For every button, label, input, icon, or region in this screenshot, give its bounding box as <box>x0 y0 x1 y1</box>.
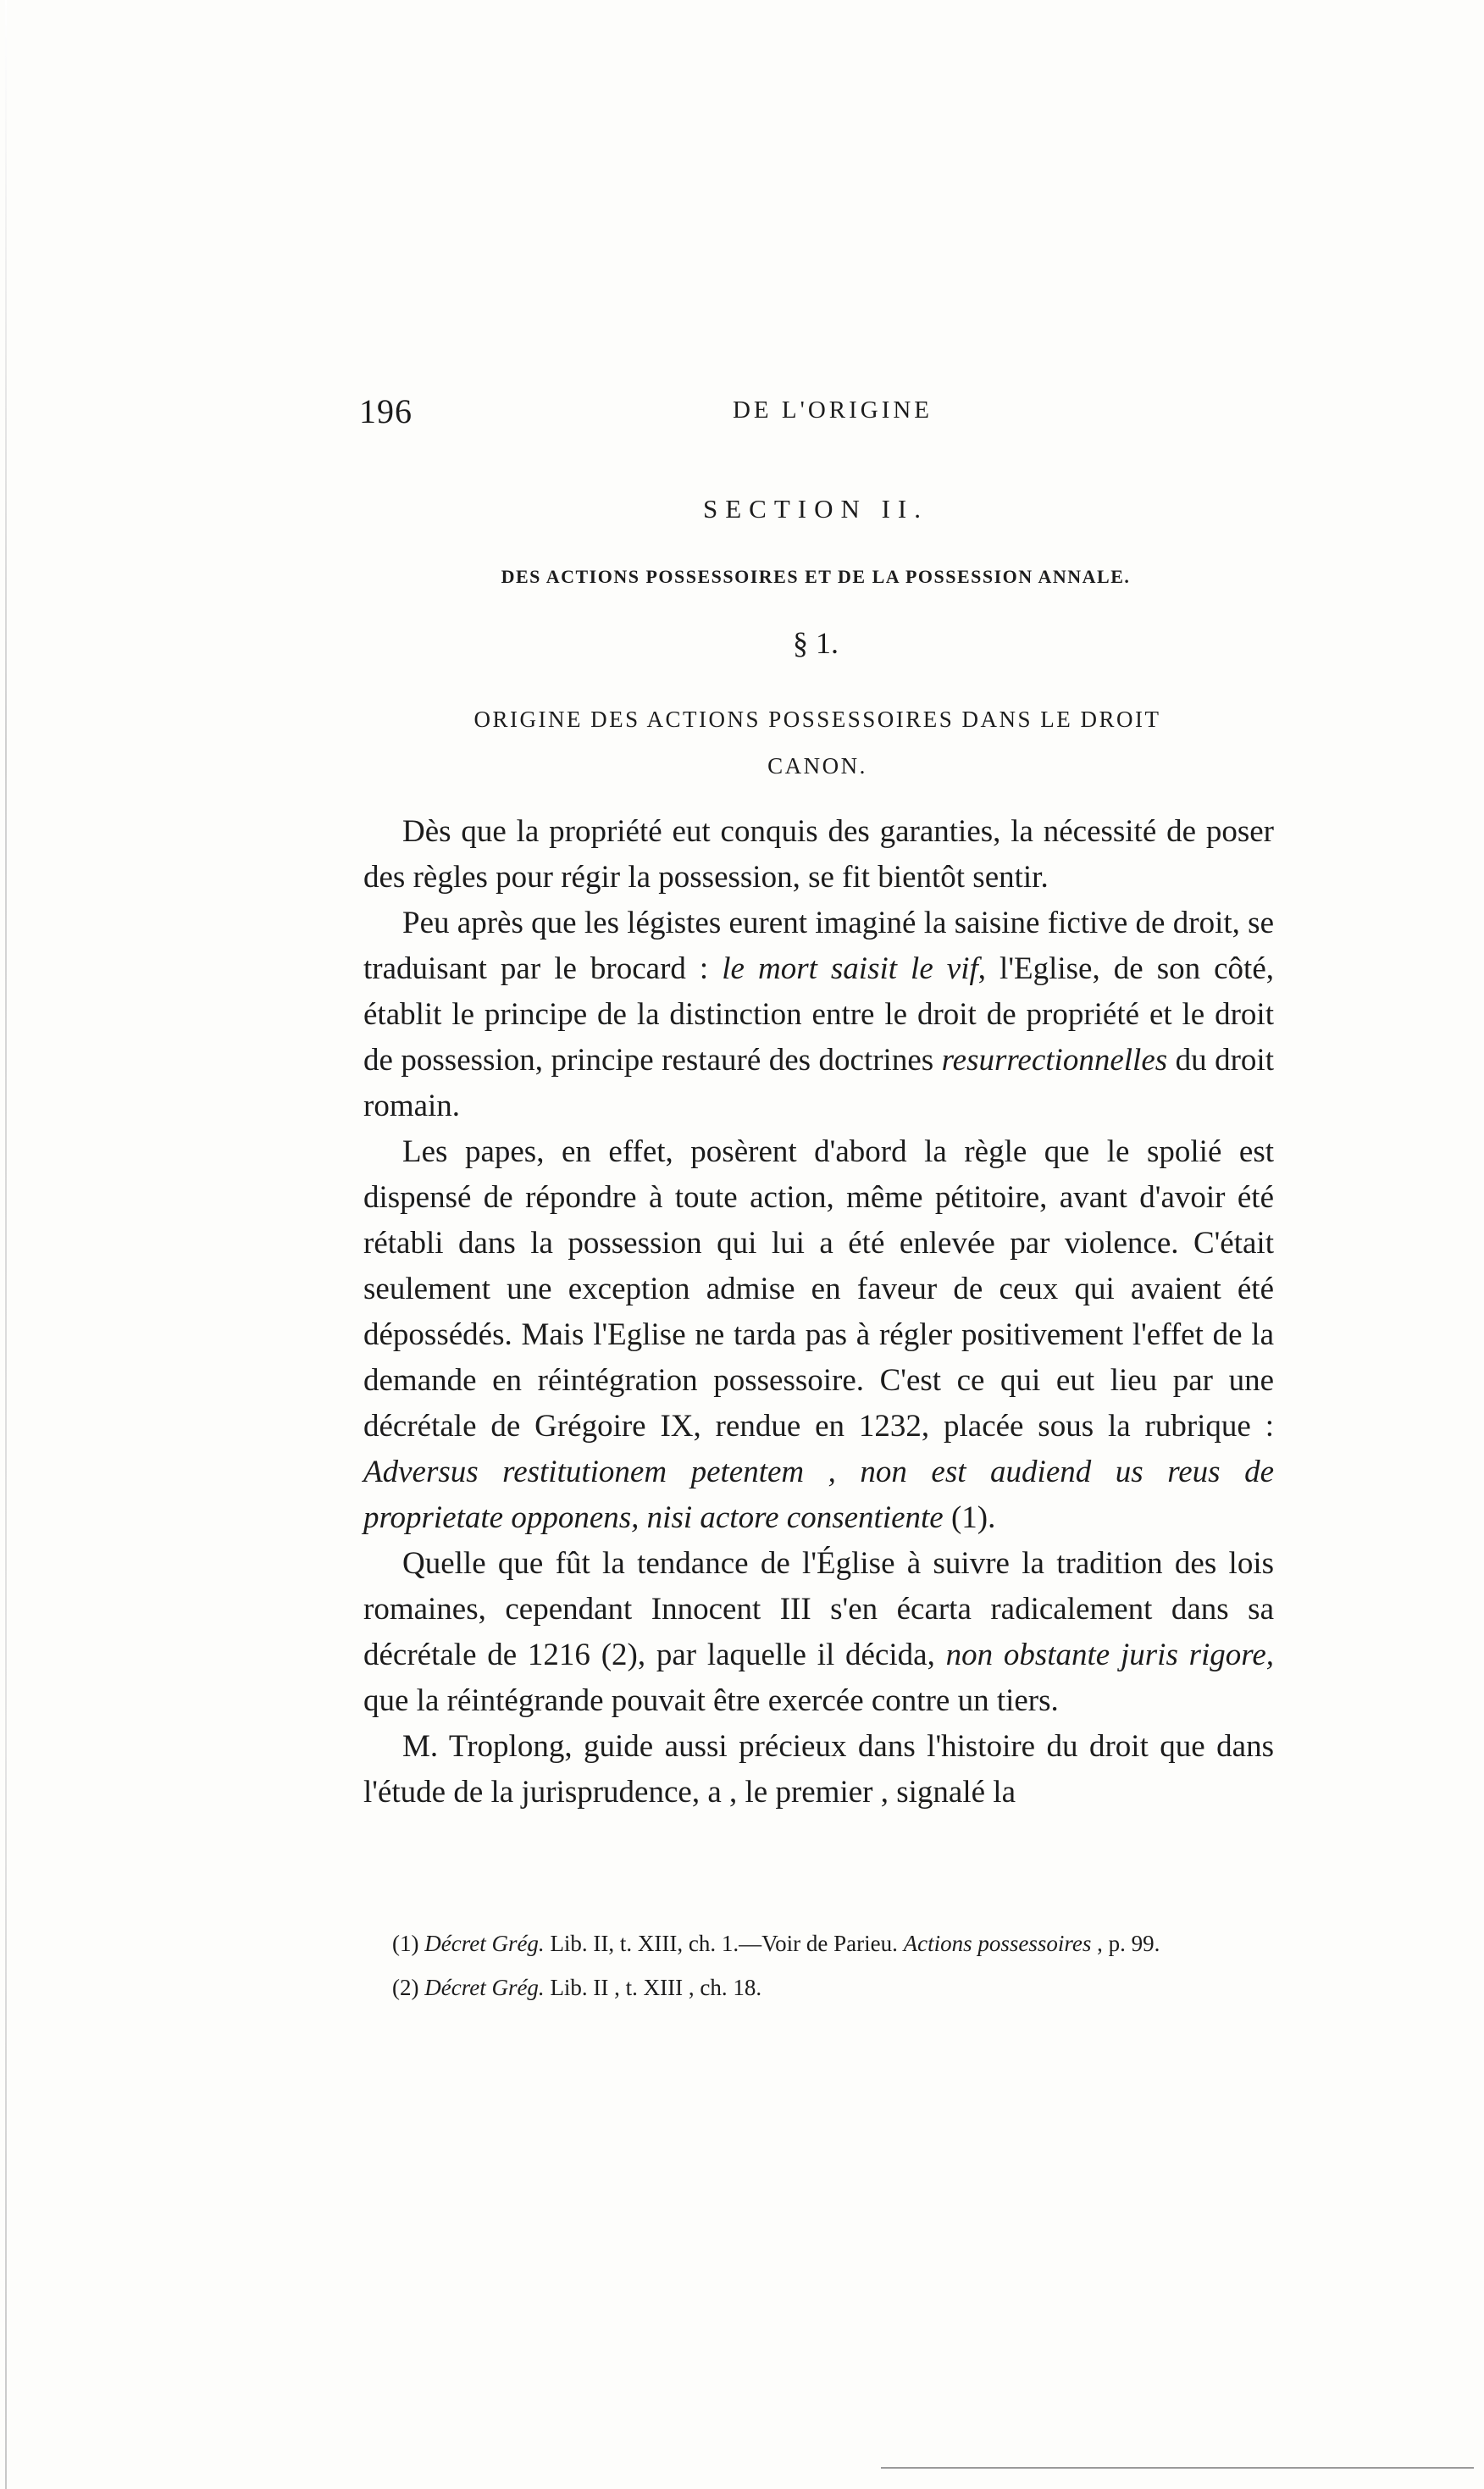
footnote-2-number: (2) <box>392 1975 425 2000</box>
footnote-1-number: (1) <box>392 1931 425 1956</box>
section-title: SECTION II. <box>702 494 929 524</box>
paragraph-4 <box>363 1541 1274 1724</box>
quote-brocard: le mort saisit le vif <box>722 951 978 986</box>
footnote-2-text: Lib. II , t. XIII , ch. 18. <box>544 1975 762 2000</box>
sub-heading-line-2: CANON. <box>767 753 867 779</box>
paragraph-2-text-a: Peu après que les légistes eurent imaginé la saisine fictive de droit, se traduisant par le brocard : <box>363 906 1274 986</box>
footnote-1-text: Lib. II, t. XIII, ch. 1.—Voir de Parieu. <box>544 1931 904 1956</box>
footnote-ref-1: (1). <box>943 1500 996 1535</box>
paragraph-2-text-c: , l'Eglise, de son côté, établit le principe de la distinction entre le droit de propriété et le droit de possession, principe restauré des doctrines <box>363 951 1275 1078</box>
footnote-2 <box>363 1965 1274 2009</box>
page-number: 196 <box>359 392 413 430</box>
page-edge <box>5 0 7 2489</box>
paragraph-mark: § 1. <box>793 626 839 660</box>
paragraph-5: M. Troplong, guide aussi précieux dans l'histoire du droit que dans l'étude de la jurisprudence, a , le premier , signalé la <box>363 1729 1274 1810</box>
paragraph-1: Dès que la propriété eut conquis des garanties, la nécessité de poser des règles pour régir la possession, se fit bientôt sentir. <box>363 814 1274 895</box>
body-text <box>363 809 1274 1815</box>
bottom-rule <box>881 2467 1474 2469</box>
paragraph-2 <box>363 901 1274 1129</box>
paragraph-4-text-a: Quelle que fût la tendance de l'Église à suivre la tradition des lois romaines, cependant Innocent III s'en écarta radicalement dans sa décrétale de 1216 (2), par laquelle il décida, <box>363 1546 1274 1672</box>
footnote-1-source: Décret Grég. <box>424 1931 545 1956</box>
footnote-1-work: Actions possessoires <box>903 1931 1092 1956</box>
footnote-1 <box>363 1921 1274 1965</box>
paragraph-3 <box>363 1129 1274 1541</box>
paragraph-3-text-a: Les papes, en effet, posèrent d'abord la règle que le spolié est dispensé de répondre à toute action, même pétitoire, avant d'avoir été rétabli dans la possession qui lui a été enlevée par violence. C'était seulement une exception admise en faveur de ceux qui avaient été dépossédés. Mais l'Eglise ne tarda pas à régler positivement l'effet de la demande en réintégration possessoire. C'est ce qui eut lieu par une décrétale de Grégoire IX, rendue en 1232, placée sous la rubrique : <box>363 1134 1274 1444</box>
footnote-2-source: Décret Grég. <box>424 1975 545 2000</box>
sub-heading <box>424 696 1211 790</box>
rubric-latin: Adversus restitutionem petentem , non est audiend us reus de proprietate opponens, nisi actore consentiente <box>363 1455 1274 1535</box>
paragraph-2-text-e: du droit romain. <box>363 1043 1274 1123</box>
paragraph-4-text-c: que la réintégrande pouvait être exercée contre un tiers. <box>363 1683 1059 1718</box>
term-resurrectionnelles: resurrectionnelles <box>941 1043 1168 1078</box>
latin-non-obstante: non obstante juris rigore, <box>945 1638 1274 1672</box>
running-head: DE L'ORIGINE <box>732 396 933 424</box>
page-header <box>359 391 1272 434</box>
footnote-1-page: , p. 99. <box>1091 1931 1160 1956</box>
section-subtitle: DES ACTIONS POSSESSOIRES ET DE LA POSSESSION ANNALE. <box>501 566 1131 587</box>
footnotes <box>363 1921 1274 2009</box>
sub-heading-line-1: ORIGINE DES ACTIONS POSSESSOIRES DANS LE DROIT <box>473 707 1161 732</box>
